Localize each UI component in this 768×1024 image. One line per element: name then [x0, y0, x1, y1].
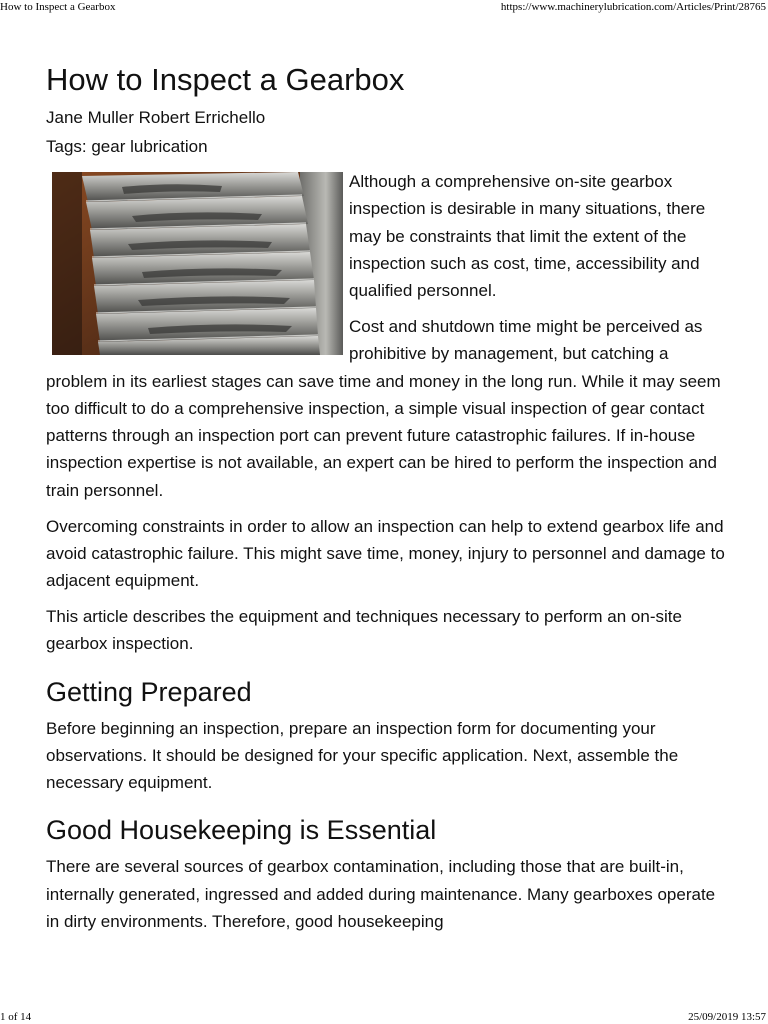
article-tags[interactable]: Tags: gear lubrication	[46, 137, 208, 156]
paragraph-intro: Although a comprehensive on-site gearbox inspection is desirable in many situations, there may be constraints that limit the extent of the inspection such as cost, time, accessibility and qualified personnel.	[349, 172, 706, 301]
print-footer	[0, 1010, 768, 1024]
paragraph-constraints: Overcoming constraints in order to allow an inspection can help to extend gearbox life and avoid catastrophic failure. This might save time, money, injury to personnel and damage to adjacent equipment.	[46, 516, 725, 591]
print-header-title: How to Inspect a Gearbox	[0, 1, 116, 13]
heading-good-housekeeping: Good Housekeeping is Essential	[46, 815, 437, 846]
gear-image-icon	[52, 172, 343, 355]
paragraph-cost: Cost and shutdown time might be perceived as prohibitive by management, but catching a problem in its earliest stages can save time and money in the long run. While it may seem too difficult to do a comprehensive inspection, a simple visual inspection of gear contact patterns through an inspection port can prevent future catastrophic failures. If in-house inspection expertise is not available, an expert can be hired to perform the inspection and train personnel.	[46, 316, 721, 500]
heading-getting-prepared: Getting Prepared	[46, 676, 252, 707]
paragraph-good-housekeeping: There are several sources of gearbox contamination, including those that are built-in, internally generated, ingressed and added during maintenance. Many gearboxes operate in dirty environments. Therefore, good housekeeping	[46, 857, 716, 932]
article-body	[46, 168, 726, 935]
paragraph-scope: This article describes the equipment and techniques necessary to perform an on-site gearbox inspection.	[46, 606, 682, 654]
article-authors: Jane Muller Robert Errichello	[46, 108, 266, 127]
print-header	[0, 0, 768, 14]
page-number: 1 of 14	[0, 1011, 32, 1023]
print-header-url[interactable]: https://www.machinerylubrication.com/Articles/Print/28765	[500, 1, 766, 13]
gear-teeth-photo	[52, 172, 343, 355]
paragraph-getting-prepared: Before beginning an inspection, prepare an inspection form for documenting your observations. It should be designed for your specific application. Next, assemble the necessary equipment.	[46, 718, 679, 793]
print-datetime: 25/09/2019 13:57	[688, 1011, 766, 1023]
article	[46, 58, 726, 944]
article-title: How to Inspect a Gearbox	[46, 62, 405, 97]
